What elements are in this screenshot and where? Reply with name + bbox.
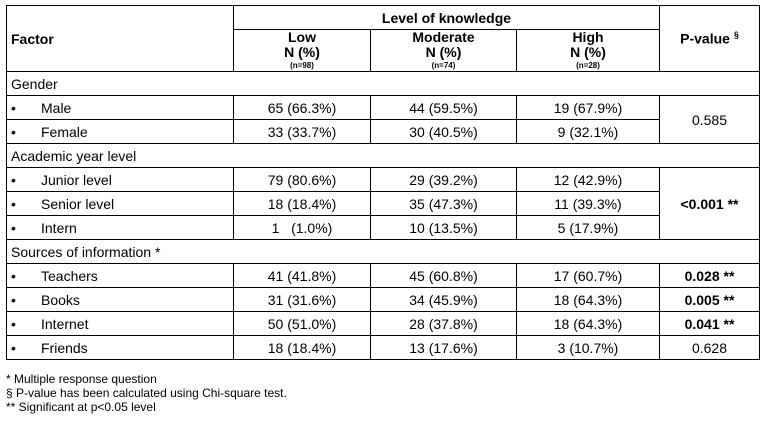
table-row <box>7 120 760 144</box>
row-label <box>7 216 234 240</box>
low-subtitle: N (%) <box>284 44 320 60</box>
low-column-header <box>234 30 371 72</box>
row-label-text: Intern <box>41 219 77 236</box>
row-label-text: Senior level <box>41 195 115 212</box>
high-cell: 18 (64.3%) <box>517 312 660 336</box>
knowledge-table <box>6 5 760 360</box>
high-title: High <box>572 29 604 45</box>
moderate-n: (n=74) <box>431 61 456 70</box>
bullet-icon: • <box>11 291 16 308</box>
row-label <box>7 336 234 360</box>
table-row <box>7 288 760 312</box>
high-subtitle: N (%) <box>570 44 606 60</box>
moderate-cell: 34 (45.9%) <box>371 288 517 312</box>
table-row <box>7 216 760 240</box>
bullet-icon: • <box>11 339 16 356</box>
high-cell: 5 (17.9%) <box>517 216 660 240</box>
moderate-column-header <box>371 30 517 72</box>
low-cell: 18 (18.4%) <box>234 336 371 360</box>
row-label <box>7 168 234 192</box>
table-row <box>7 192 760 216</box>
moderate-cell: 10 (13.5%) <box>371 216 517 240</box>
pvalue-header <box>660 6 760 72</box>
row-label-text: Internet <box>41 315 89 332</box>
low-cell: 33 (33.7%) <box>234 120 371 144</box>
footnote-multiple-response: * Multiple response question <box>6 372 157 386</box>
row-label <box>7 288 234 312</box>
low-title: Low <box>288 29 316 45</box>
table-row <box>7 264 760 288</box>
table-row <box>7 168 760 192</box>
high-cell: 12 (42.9%) <box>517 168 660 192</box>
section-title: Academic year level <box>7 144 760 168</box>
pvalue-header-mark: § <box>733 30 739 41</box>
low-cell: 41 (41.8%) <box>234 264 371 288</box>
row-label-text: Junior level <box>41 171 112 188</box>
bullet-icon: • <box>11 99 16 116</box>
high-cell: 3 (10.7%) <box>517 336 660 360</box>
high-cell: 9 (32.1%) <box>517 120 660 144</box>
high-cell: 19 (67.9%) <box>517 96 660 120</box>
section-row-academic-year <box>7 144 760 168</box>
section-row-sources <box>7 240 760 264</box>
section-title: Sources of information * <box>7 240 760 264</box>
row-label <box>7 120 234 144</box>
low-cell: 31 (31.6%) <box>234 288 371 312</box>
bullet-icon: • <box>11 219 16 236</box>
footnote-significance: ** Significant at p<0.05 level <box>6 400 156 414</box>
moderate-cell: 44 (59.5%) <box>371 96 517 120</box>
bullet-icon: • <box>11 123 16 140</box>
level-of-knowledge-header: Level of knowledge <box>234 6 660 30</box>
low-cell: 50 (51.0%) <box>234 312 371 336</box>
moderate-title: Moderate <box>412 29 475 45</box>
bullet-icon: • <box>11 315 16 332</box>
moderate-cell: 28 (37.8%) <box>371 312 517 336</box>
low-cell: 65 (66.3%) <box>234 96 371 120</box>
moderate-cell: 35 (47.3%) <box>371 192 517 216</box>
high-column-header <box>517 30 660 72</box>
row-label <box>7 96 234 120</box>
pvalue-cell: 0.028 ** <box>660 264 760 288</box>
moderate-subtitle: N (%) <box>425 44 462 60</box>
pvalue-cell: 0.628 <box>660 336 760 360</box>
bullet-icon: • <box>11 195 16 212</box>
table-row <box>7 96 760 120</box>
high-n: (n=28) <box>576 61 600 70</box>
row-label-text: Teachers <box>41 267 98 284</box>
pvalue-cell: 0.041 ** <box>660 312 760 336</box>
table-row <box>7 312 760 336</box>
pvalue-cell: 0.585 <box>660 96 760 144</box>
row-label <box>7 312 234 336</box>
high-cell: 11 (39.3%) <box>517 192 660 216</box>
row-label <box>7 264 234 288</box>
row-label-text: Books <box>41 291 80 308</box>
low-n: (n=98) <box>290 61 314 70</box>
bullet-icon: • <box>11 267 16 284</box>
section-title: Gender <box>7 72 760 96</box>
low-cell: 18 (18.4%) <box>234 192 371 216</box>
bullet-icon: • <box>11 171 16 188</box>
moderate-cell: 13 (17.6%) <box>371 336 517 360</box>
section-row-gender <box>7 72 760 96</box>
moderate-cell: 30 (40.5%) <box>371 120 517 144</box>
moderate-cell: 45 (60.8%) <box>371 264 517 288</box>
footnotes <box>6 372 287 414</box>
factor-header: Factor <box>7 6 234 72</box>
moderate-cell: 29 (39.2%) <box>371 168 517 192</box>
pvalue-cell: <0.001 ** <box>660 168 760 240</box>
low-cell: 1 (1.0%) <box>234 216 371 240</box>
pvalue-cell: 0.005 ** <box>660 288 760 312</box>
high-cell: 18 (64.3%) <box>517 288 660 312</box>
row-label-text: Male <box>41 99 72 116</box>
row-label-text: Friends <box>41 339 88 356</box>
header-row-1 <box>7 6 760 30</box>
row-label-text: Female <box>41 123 88 140</box>
footnote-chi-square: § P-value has been calculated using Chi-square test. <box>6 386 287 400</box>
low-cell: 79 (80.6%) <box>234 168 371 192</box>
high-cell: 17 (60.7%) <box>517 264 660 288</box>
pvalue-header-label: P-value <box>680 30 730 47</box>
row-label <box>7 192 234 216</box>
table-row <box>7 336 760 360</box>
